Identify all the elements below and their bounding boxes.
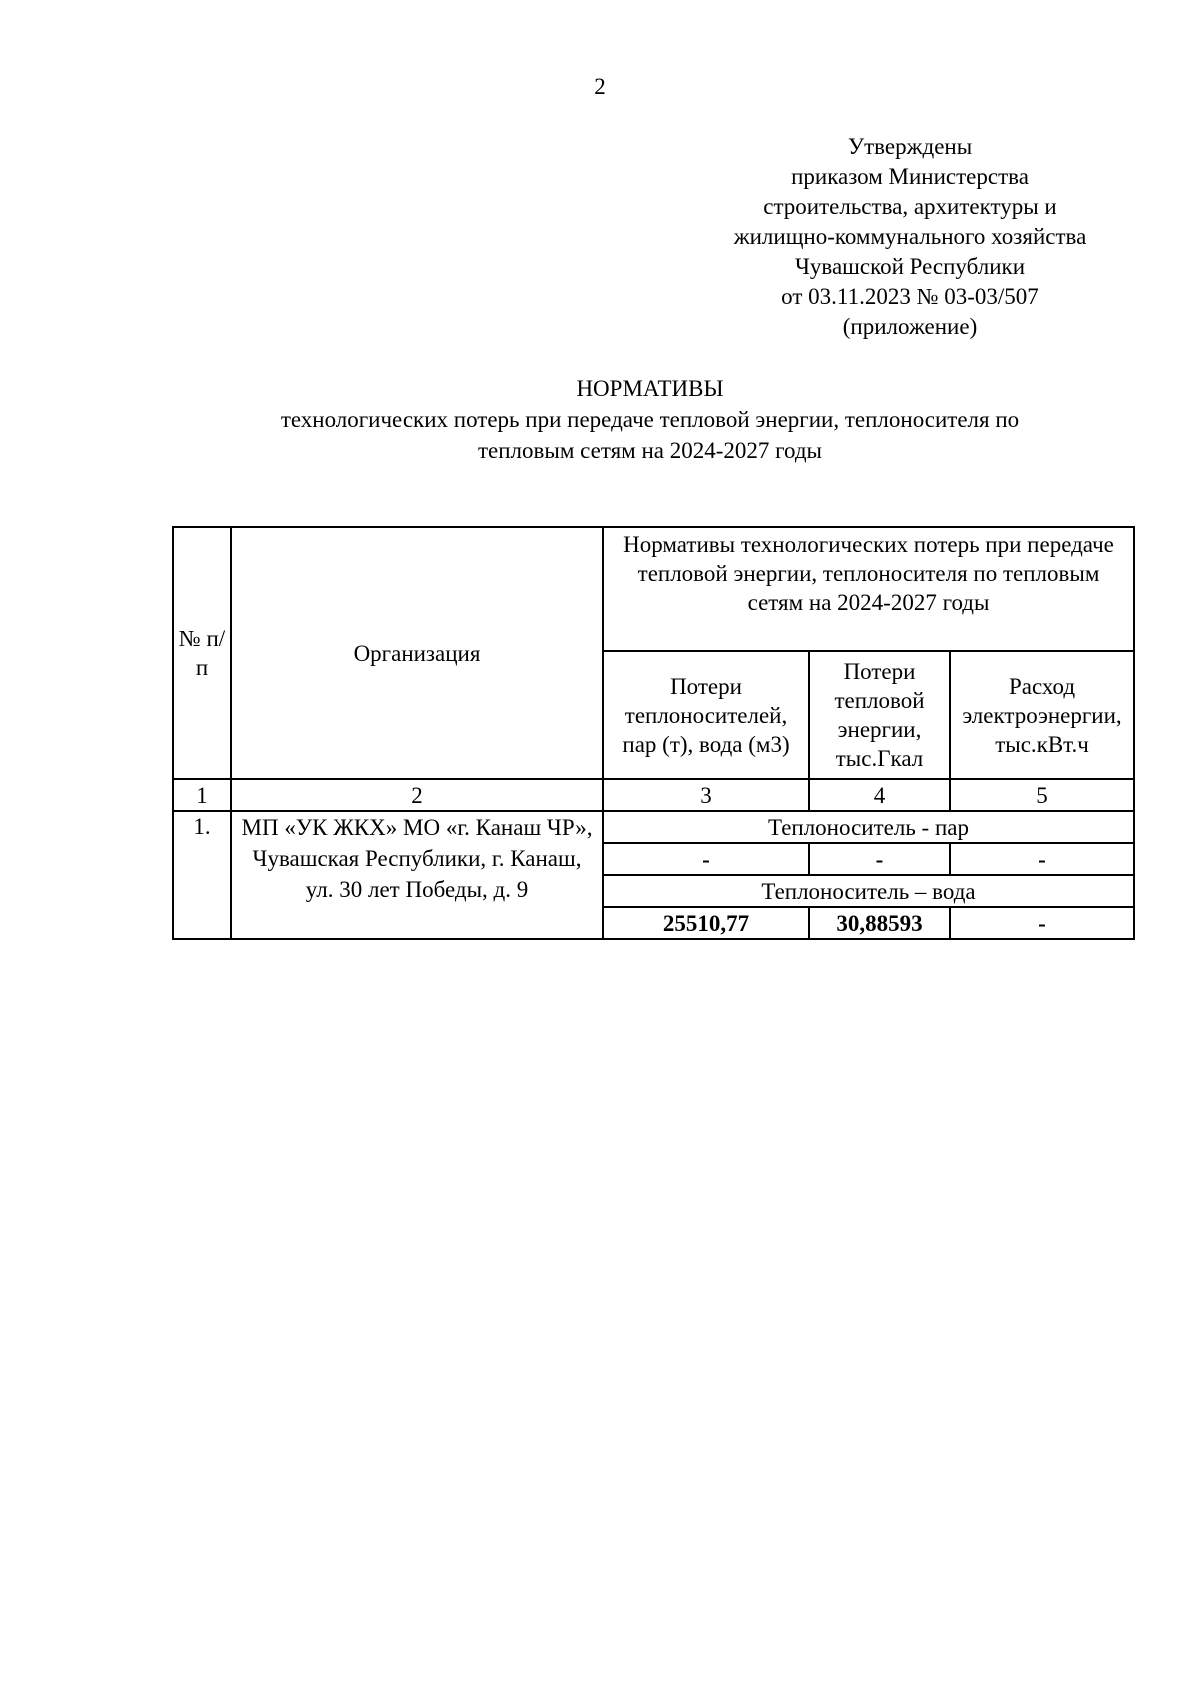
title-line: тепловым сетям на 2024-2027 годы [477, 438, 823, 463]
column-number: 1 [173, 779, 231, 811]
row-index: 1. [173, 811, 231, 939]
steam-value: - [603, 843, 809, 875]
column-number: 5 [950, 779, 1134, 811]
organization-name: МП «УК ЖКХ» МО «г. Канаш ЧР», Чувашская Республики, г. Канаш, ул. 30 лет Победы, д. 9 [231, 811, 603, 939]
title-heading: НОРМАТИВЫ [576, 376, 724, 401]
approval-line: Утверждены [847, 134, 973, 159]
header-organization: Организация [231, 527, 603, 779]
water-value: - [950, 907, 1134, 939]
steam-label: Теплоноситель - пар [603, 811, 1134, 843]
approval-line: строительства, архитектуры и [763, 194, 1057, 219]
water-label: Теплоноситель – вода [603, 875, 1134, 907]
column-number: 3 [603, 779, 809, 811]
header-electricity: Расход электроэнергии, тыс.кВт.ч [950, 651, 1134, 779]
approval-line: (приложение) [842, 314, 978, 339]
header-index: № п/п [173, 527, 231, 779]
water-value: 25510,77 [603, 907, 809, 939]
document-title [0, 373, 1200, 466]
water-value: 30,88593 [809, 907, 950, 939]
approval-line: от 03.11.2023 № 03-03/507 [781, 284, 1039, 309]
header-group: Нормативы технологических потерь при передаче тепловой энергии, теплоносителя по тепловым сетям на 2024-2027 годы [603, 527, 1134, 651]
table-row [173, 811, 1134, 843]
approval-line: Чувашской Республики [794, 254, 1026, 279]
steam-value: - [809, 843, 950, 875]
approval-line: жилищно-коммунального хозяйства [733, 224, 1087, 249]
column-number: 4 [809, 779, 950, 811]
approval-line: приказом Министерства [791, 164, 1029, 189]
norms-table [172, 526, 1135, 940]
header-heat-losses: Потери тепловой энергии, тыс.Гкал [809, 651, 950, 779]
approval-block [700, 132, 1120, 342]
column-numbers-row [173, 779, 1134, 811]
title-line: технологических потерь при передаче тепловой энергии, теплоносителя по [280, 407, 1020, 432]
column-number: 2 [231, 779, 603, 811]
header-coolant-losses: Потери теплоносителей, пар (т), вода (м3) [603, 651, 809, 779]
steam-value: - [950, 843, 1134, 875]
page-number: 2 [594, 74, 606, 99]
